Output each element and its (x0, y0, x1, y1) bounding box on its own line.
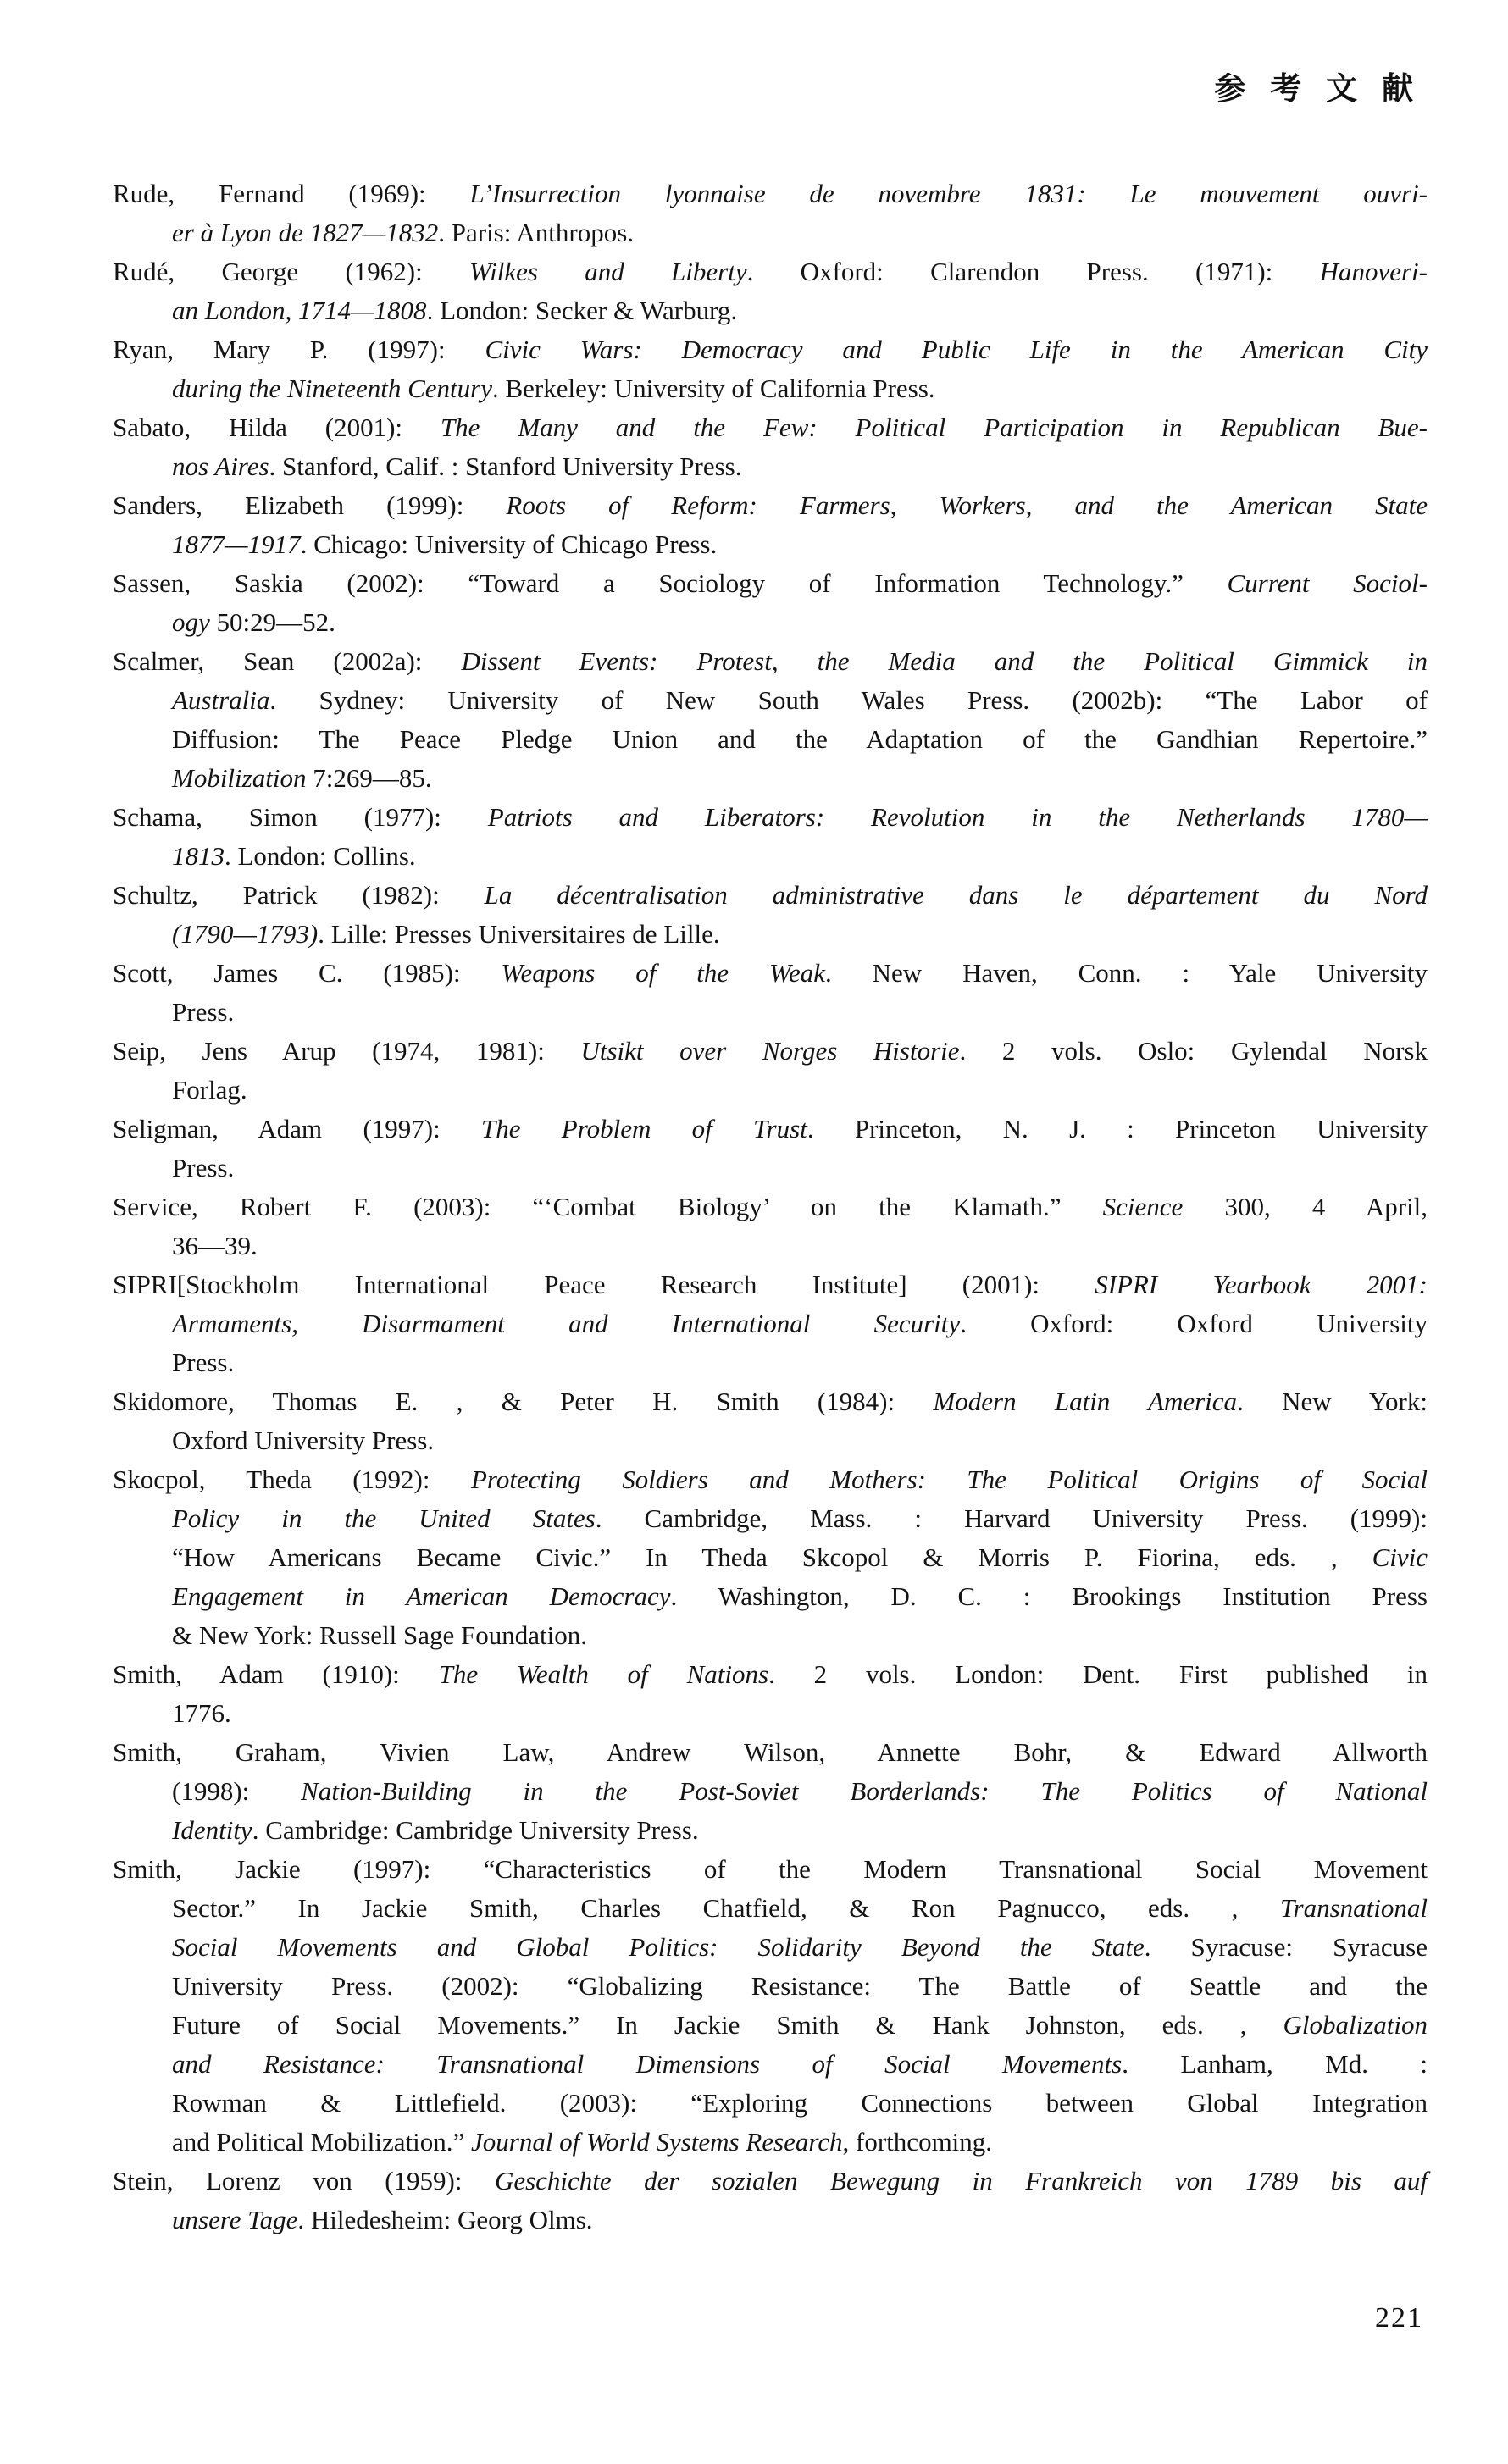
italic-title-segment: Geschichte der sozialen Bewegung in Frankreich von 1789 bis auf (494, 2166, 1428, 2195)
text-segment: Sanders, Elizabeth (1999): (113, 490, 507, 520)
italic-title-segment: The Wealth of Nations (438, 1659, 769, 1689)
italic-title-segment: (1790—1793) (172, 919, 319, 949)
reference-entry (113, 642, 1428, 798)
reference-line (113, 798, 1428, 837)
text-segment: Stein, Lorenz von (1959): (113, 2166, 495, 2195)
italic-title-segment: Nation-Building in the Post-Soviet Borderlands: The Politics of National (301, 1776, 1428, 1806)
reference-line (113, 2201, 1428, 2240)
reference-line (113, 486, 1428, 525)
reference-line (113, 1577, 1428, 1616)
italic-title-segment: Civic (1372, 1542, 1428, 1572)
text-segment: Skocpol, Theda (1992): (113, 1465, 471, 1494)
italic-title-segment: Policy in the United States (172, 1503, 596, 1533)
italic-title-segment: Modern Latin America (933, 1387, 1238, 1416)
text-segment: . Lille: Presses Universitaires de Lille. (318, 919, 720, 949)
italic-title-segment: Civic Wars: Democracy and Public Life in the American City (485, 335, 1428, 364)
text-segment: . Syracuse: Syracuse (1144, 1932, 1428, 1962)
reference-line (113, 1071, 1428, 1110)
text-segment: Rudé, George (1962): (113, 257, 470, 286)
italic-title-segment: an London, 1714—1808 (172, 296, 427, 325)
text-segment: Press. (172, 997, 235, 1027)
italic-title-segment: and Resistance: Transnational Dimensions of Social Movements (172, 2049, 1123, 2079)
reference-entry (113, 174, 1428, 252)
references-list (113, 174, 1428, 2240)
reference-entry (113, 486, 1428, 564)
italic-title-segment: Weapons of the Weak (501, 958, 825, 988)
reference-line (113, 2006, 1428, 2045)
reference-line (113, 2045, 1428, 2084)
reference-entry (113, 564, 1428, 642)
text-segment: . 2 vols. Oslo: Gylendal Norsk (959, 1036, 1428, 1066)
reference-line (113, 2084, 1428, 2123)
italic-title-segment: Armaments, Disarmament and International Security (172, 1309, 961, 1338)
reference-line (113, 1811, 1428, 1850)
text-segment: . New Haven, Conn. : Yale University (825, 958, 1428, 988)
italic-title-segment: er à Lyon de 1827—1832 (172, 218, 439, 247)
text-segment: . 2 vols. London: Dent. First published in (768, 1659, 1428, 1689)
reference-line (113, 2162, 1428, 2201)
text-segment: Smith, Jackie (1997): “Characteristics of the Modern Transnational Social Movement (113, 1854, 1428, 1884)
text-segment: . Paris: Anthropos. (438, 218, 635, 247)
italic-title-segment: The Many and the Few: Political Participation in Republican Bue- (440, 413, 1428, 442)
italic-title-segment: Transnational (1280, 1893, 1428, 1923)
reference-entry (113, 1850, 1428, 2162)
reference-entry (113, 252, 1428, 330)
italic-title-segment: Science (1102, 1192, 1184, 1221)
text-segment: 36—39. (172, 1231, 258, 1260)
text-segment: 1776. (172, 1698, 231, 1728)
text-segment: Rowman & Littlefield. (2003): “Exploring Connections between Global Integration (172, 2088, 1428, 2118)
reference-line (113, 330, 1428, 369)
reference-line (113, 213, 1428, 252)
italic-title-segment: Mobilization (172, 763, 307, 793)
italic-title-segment: L’Insurrection lyonnaise de novembre 1831: Le mouvement ouvri- (469, 179, 1428, 208)
text-segment: Sassen, Saskia (2002): “Toward a Sociology of Information Technology.” (113, 568, 1228, 598)
reference-line (113, 408, 1428, 447)
reference-entry (113, 330, 1428, 408)
text-segment: . Chicago: University of Chicago Press. (300, 529, 718, 559)
italic-title-segment: during the Nineteenth Century (172, 374, 492, 403)
reference-line (113, 1928, 1428, 1967)
italic-title-segment: Current Sociol- (1227, 568, 1428, 598)
text-segment: Schultz, Patrick (1982): (113, 880, 485, 910)
text-segment: Forlag. (172, 1075, 247, 1105)
reference-line (113, 759, 1428, 798)
reference-line (113, 1616, 1428, 1655)
italic-title-segment: ogy (172, 607, 210, 637)
reference-line (113, 1265, 1428, 1304)
reference-line (113, 1188, 1428, 1226)
text-segment: . London: Collins. (225, 841, 416, 871)
text-segment: Sector.” In Jackie Smith, Charles Chatfield, & Ron Pagnucco, eds. , (172, 1893, 1280, 1923)
reference-line (113, 954, 1428, 993)
text-segment: 7:269—85. (306, 763, 432, 793)
text-segment: . Oxford: Clarendon Press. (1971): (746, 257, 1320, 286)
reference-entry (113, 954, 1428, 1032)
italic-title-segment: Hanoveri- (1319, 257, 1428, 286)
reference-line (113, 2123, 1428, 2162)
reference-line (113, 1382, 1428, 1421)
page-number: 221 (1375, 2302, 1423, 2334)
reference-entry (113, 1110, 1428, 1188)
text-segment: Smith, Adam (1910): (113, 1659, 439, 1689)
reference-line (113, 681, 1428, 720)
text-segment: 300, 4 April, (1183, 1192, 1428, 1221)
reference-line (113, 1226, 1428, 1265)
text-segment: Scalmer, Sean (2002a): (113, 646, 462, 676)
reference-line (113, 174, 1428, 213)
italic-title-segment: SIPRI Yearbook 2001: (1095, 1270, 1428, 1299)
italic-title-segment: Australia (172, 685, 270, 715)
text-segment: . Oxford: Oxford University (960, 1309, 1428, 1338)
text-segment: Ryan, Mary P. (1997): (113, 335, 485, 364)
text-segment: Future of Social Movements.” In Jackie Smith & Hank Johnston, eds. , (172, 2010, 1283, 2040)
italic-title-segment: La décentralisation administrative dans le département du Nord (484, 880, 1428, 910)
text-segment: . New York: (1237, 1387, 1428, 1416)
reference-line (113, 1460, 1428, 1499)
italic-title-segment: Journal of World Systems Research (471, 2127, 843, 2157)
reference-line (113, 1538, 1428, 1577)
italic-title-segment: nos Aires (172, 451, 269, 481)
reference-entry (113, 1460, 1428, 1655)
text-segment: SIPRI[Stockholm International Peace Research Institute] (2001): (113, 1270, 1095, 1299)
reference-line (113, 720, 1428, 759)
reference-entry (113, 1382, 1428, 1460)
text-segment: . Berkeley: University of California Press. (491, 374, 935, 403)
text-segment: (1998): (172, 1776, 302, 1806)
italic-title-segment: Dissent Events: Protest, the Media and the Political Gimmick in (461, 646, 1428, 676)
italic-title-segment: Identity (172, 1815, 252, 1845)
text-segment: “How Americans Became Civic.” In Theda Skcopol & Morris P. Fiorina, eds. , (172, 1542, 1372, 1572)
text-segment: Skidomore, Thomas E. , & Peter H. Smith (1984): (113, 1387, 934, 1416)
italic-title-segment: unsere Tage (172, 2205, 298, 2234)
reference-entry (113, 1265, 1428, 1382)
reference-line (113, 1850, 1428, 1889)
text-segment: Service, Robert F. (2003): “‘Combat Biology’ on the Klamath.” (113, 1192, 1103, 1221)
reference-line (113, 1304, 1428, 1343)
italic-title-segment: Social Movements and Global Politics: Solidarity Beyond the State (172, 1932, 1145, 1962)
text-segment: University Press. (2002): “Globalizing Resistance: The Battle of Seattle and the (172, 1971, 1428, 2001)
reference-line (113, 915, 1428, 954)
text-segment: Smith, Graham, Vivien Law, Andrew Wilson, Annette Bohr, & Edward Allworth (113, 1737, 1428, 1767)
reference-line (113, 1694, 1428, 1733)
reference-line (113, 291, 1428, 330)
text-segment: , forthcoming. (842, 2127, 993, 2157)
reference-entry (113, 1655, 1428, 1733)
text-segment: 50:29—52. (209, 607, 335, 637)
reference-line (113, 1655, 1428, 1694)
text-segment: Scott, James C. (1985): (113, 958, 502, 988)
reference-entry (113, 1032, 1428, 1110)
text-segment: Seip, Jens Arup (1974, 1981): (113, 1036, 581, 1066)
reference-line (113, 993, 1428, 1032)
text-segment: . Washington, D. C. : Brookings Institution Press (670, 1581, 1428, 1611)
reference-line (113, 525, 1428, 564)
reference-line (113, 564, 1428, 603)
text-segment: . Stanford, Calif. : Stanford University Press. (269, 451, 742, 481)
italic-title-segment: The Problem of Trust (480, 1114, 807, 1143)
text-segment: . Cambridge: Cambridge University Press. (252, 1815, 699, 1845)
italic-title-segment: Roots of Reform: Farmers, Workers, and the American State (506, 490, 1428, 520)
text-segment: . Sydney: University of New South Wales Press. (2002b): “The Labor of (269, 685, 1428, 715)
reference-entry (113, 876, 1428, 954)
italic-title-segment: Engagement in American Democracy (172, 1581, 671, 1611)
text-segment: and Political Mobilization.” (172, 2127, 471, 2157)
reference-entry (113, 798, 1428, 876)
text-segment: Oxford University Press. (172, 1426, 435, 1455)
reference-line (113, 876, 1428, 915)
reference-line (113, 642, 1428, 681)
text-segment: Seligman, Adam (1997): (113, 1114, 481, 1143)
text-segment: . Hiledesheim: Georg Olms. (297, 2205, 593, 2234)
reference-line (113, 1032, 1428, 1071)
reference-line (113, 837, 1428, 876)
reference-line (113, 1499, 1428, 1538)
reference-line (113, 252, 1428, 291)
text-segment: & New York: Russell Sage Foundation. (172, 1620, 587, 1650)
italic-title-segment: Globalization (1283, 2010, 1428, 2040)
reference-line (113, 1889, 1428, 1928)
reference-line (113, 603, 1428, 642)
reference-line (113, 447, 1428, 486)
reference-line (113, 1343, 1428, 1382)
text-segment: Diffusion: The Peace Pledge Union and the Adaptation of the Gandhian Repertoire.” (172, 724, 1428, 754)
reference-entry (113, 2162, 1428, 2240)
italic-title-segment: Utsikt over Norges Historie (580, 1036, 960, 1066)
italic-title-segment: 1813 (172, 841, 225, 871)
text-segment: . London: Secker & Warburg. (426, 296, 738, 325)
italic-title-segment: Protecting Soldiers and Mothers: The Political Origins of Social (471, 1465, 1428, 1494)
text-segment: Press. (172, 1348, 235, 1377)
reference-line (113, 1149, 1428, 1188)
reference-line (113, 369, 1428, 408)
text-segment: Schama, Simon (1977): (113, 802, 488, 832)
text-segment: . Cambridge, Mass. : Harvard University Press. (1999): (595, 1503, 1428, 1533)
chapter-header: 参 考 文 献 (1214, 70, 1420, 107)
reference-line (113, 1110, 1428, 1149)
reference-entry (113, 1733, 1428, 1850)
reference-entry (113, 1188, 1428, 1265)
italic-title-segment: 1877—1917 (172, 529, 301, 559)
reference-line (113, 1733, 1428, 1772)
reference-line (113, 1967, 1428, 2006)
text-segment: . Lanham, Md. : (1122, 2049, 1428, 2079)
reference-line (113, 1772, 1428, 1811)
text-segment: Sabato, Hilda (2001): (113, 413, 441, 442)
reference-line (113, 1421, 1428, 1460)
italic-title-segment: Wilkes and Liberty (469, 257, 747, 286)
reference-entry (113, 408, 1428, 486)
italic-title-segment: Patriots and Liberators: Revolution in the Netherlands 1780— (487, 802, 1428, 832)
text-segment: . Princeton, N. J. : Princeton University (807, 1114, 1428, 1143)
text-segment: Press. (172, 1153, 235, 1182)
text-segment: Rude, Fernand (1969): (113, 179, 470, 208)
